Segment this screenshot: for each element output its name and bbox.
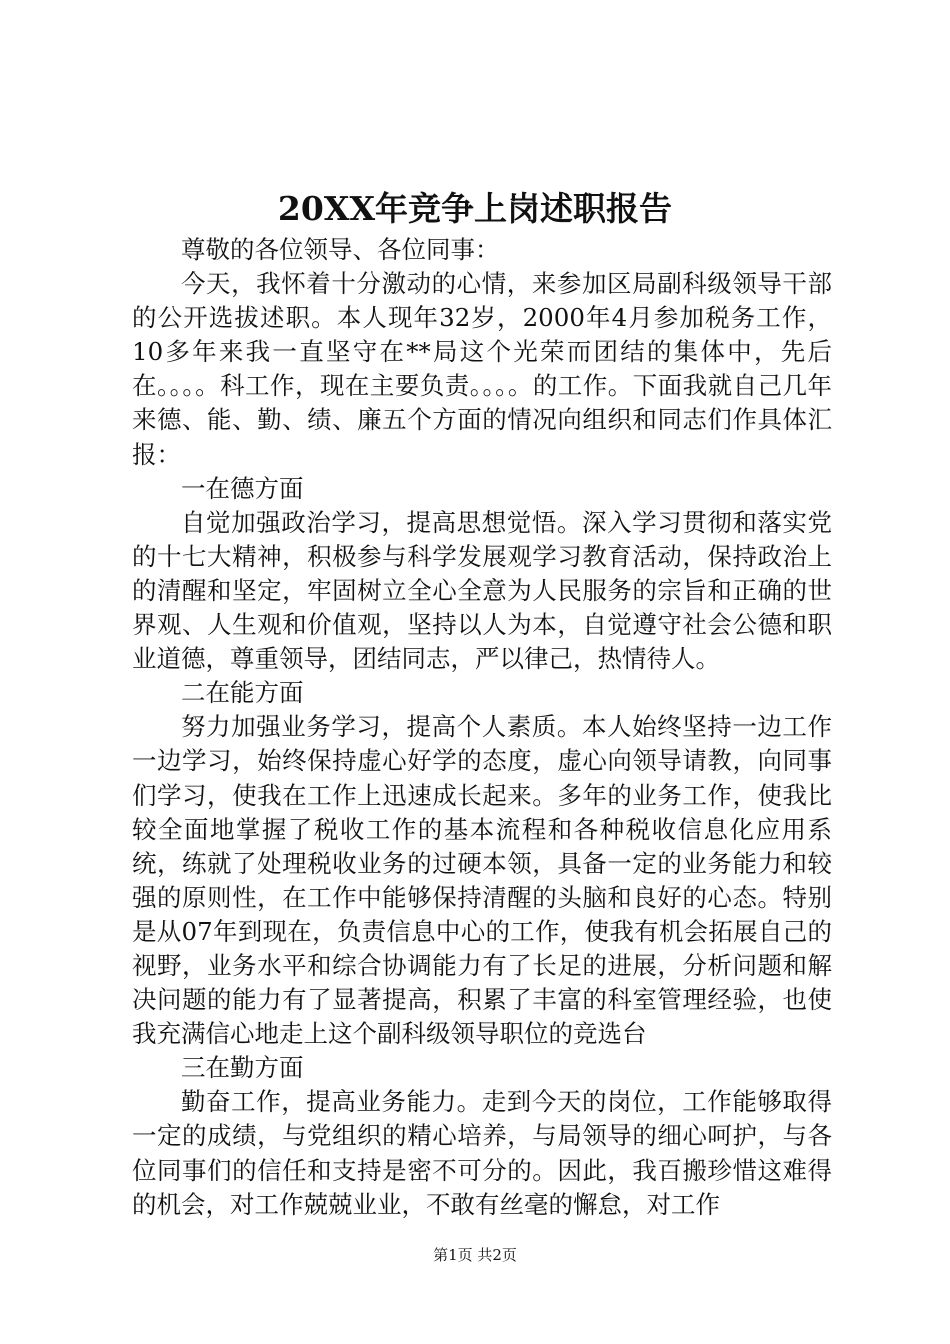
section-heading-qin: 三在勤方面 <box>181 1053 304 1083</box>
document-body <box>132 233 832 1222</box>
section-heading-neng: 二在能方面 <box>181 678 304 708</box>
paragraph-de: 自觉加强政治学习，提高思想觉悟。深入学习贯彻和落实党的十七大精神，积极参与科学发展观学习教育活动，保持政治上的清醒和坚定，牢固树立全心全意为人民服务的宗旨和正确的世界观、人生观和价值观，坚持以人为本，自觉遵守社会公德和职业道德，尊重领导，团结同志，严以律己，热情待人。 <box>132 507 832 674</box>
document-title: 20XX年竞争上岗述职报告 <box>277 189 673 228</box>
paragraph-salutation: 尊敬的各位领导、各位同事： <box>181 235 500 264</box>
paragraph-qin: 勤奋工作，提高业务能力。走到今天的岗位，工作能够取得一定的成绩，与党组织的精心培养，与局领导的细心呵护，与各位同事们的信任和支持是密不可分的。因此，我百搬珍惜这难得的机会，对工作兢兢业业，不敢有丝毫的懈怠，对工作 <box>132 1087 832 1219</box>
paragraph-neng: 努力加强业务学习，提高个人素质。本人始终坚持一边工作一边学习，始终保持虚心好学的态度，虚心向领导请教，向同事们学习，使我在工作上迅速成长起来。多年的业务工作，使我比较全面地掌握了税收工作的基本流程和各种税收信息化应用系统，练就了处理税收业务的过硬本领，具备一定的业务能力和较强的原则性，在工作中能够保持清醒的头脑和良好的心态。特别是从07年到现在，负责信息中心的工作，使我有机会拓展自己的视野，业务水平和综合协调能力有了长足的进展，分析问题和解决问题的能力有了显著提高，积累了丰富的科室管理经验，也使我充满信心地走上这个副科级领导职位的竞选台 <box>132 712 832 1049</box>
page-number-footer: 第1页 共2页 <box>433 1246 517 1264</box>
section-heading-de: 一在德方面 <box>181 473 304 503</box>
paragraph-intro: 今天，我怀着十分激动的心情，来参加区局副科级领导干部的公开选拔述职。本人现年32岁，2000年4月参加税务工作，10多年来我一直坚守在**局这个光荣而团结的集体中，先后在。。。。科工作，现在主要负责。。。。的工作。下面我就自己几年来德、能、勤、绩、廉五个方面的情况向组织和同志们作具体汇报： <box>132 269 832 469</box>
